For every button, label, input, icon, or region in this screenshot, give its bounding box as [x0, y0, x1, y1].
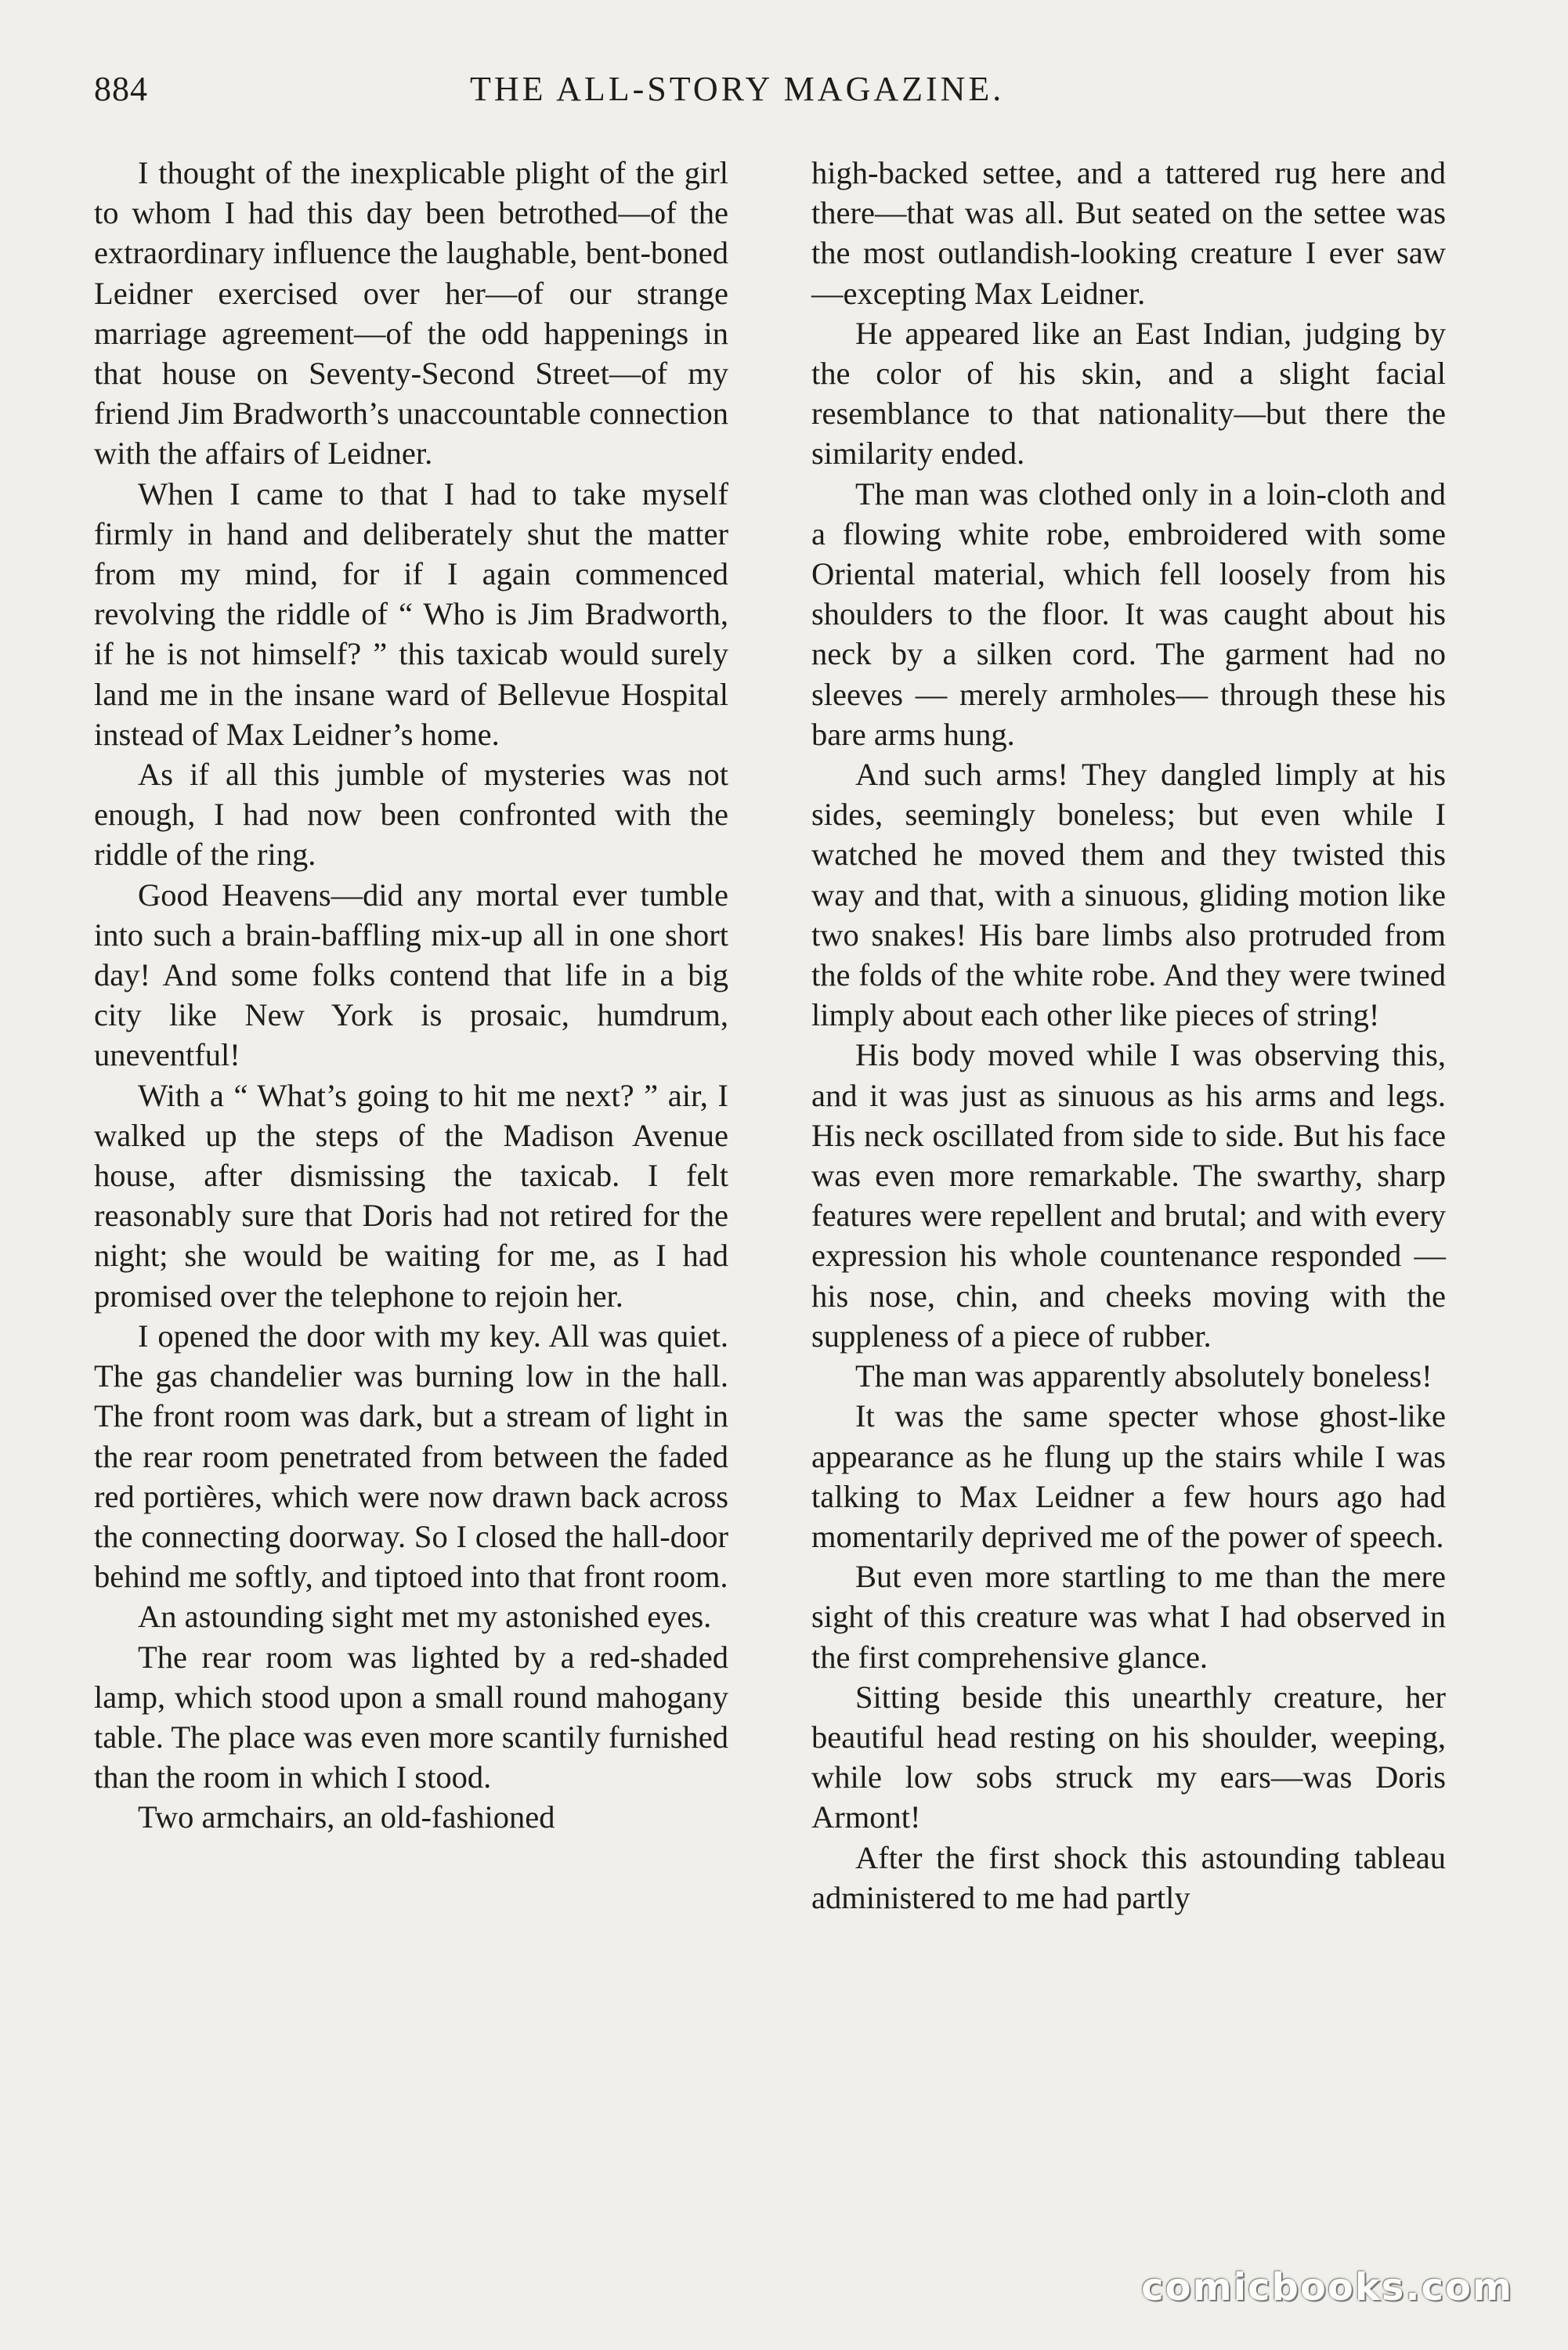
paragraph: As if all this jumble of mysteries was not enough, I had now been confronted with the riddle of the ring.	[94, 757, 728, 873]
paragraph: When I came to that I had to take myself firmly in hand and deliberately shut the matter from my mind, for if I again commenced revolving the riddle of “ Who is Jim Bradworth, if he is not himself? ” this taxicab would surely land me in the insane ward of Bellevue Hospital instead of Max Leidner’s home.	[94, 475, 728, 752]
paragraph: After the first shock this astounding tableau administered to me had partly	[811, 1839, 1446, 1915]
paragraph-continued: high-backed settee, and a tattered rug here and there—that was all. But seated on the settee was the most outlandish-looking creature I ever saw—excepting Max Leidner.	[811, 155, 1446, 311]
paragraph: The rear room was lighted by a red-shaded lamp, which stood upon a small round mahogany table. The place was even more scantily furnished than the room in which I stood.	[94, 1639, 728, 1795]
paragraph: The man was clothed only in a loin-cloth and a flowing white robe, embroidered with some Oriental material, which fell loosely from his shoulders to the floor. It was caught about his neck by a silken cord. The garment had no sleeves — merely armholes— through these his bare arms hung.	[811, 475, 1446, 752]
right-column	[811, 153, 1446, 1918]
paragraph: The man was apparently absolutely boneless!	[855, 1358, 1433, 1394]
paragraph: I opened the door with my key. All was quiet. The gas chandelier was burning low in the hall. The front room was dark, but a stream of light in the rear room penetrated from between the faded red portières, which were now drawn back across the connecting doorway. So I closed the hall-door behind me softly, and tiptoed into that front room.	[94, 1318, 728, 1595]
paragraph: He appeared like an East Indian, judging by the color of his skin, and a slight facial resemblance to that nationality—but there the similarity ended.	[811, 315, 1446, 472]
paragraph: I thought of the inexplicable plight of the girl to whom I had this day been betrothed—of the extraordinary influence the laughable, bent-boned Leidner exercised over her—of our strange marriage agreement—of the odd happenings in that house on Seventy-Second Street—of my friend Jim Bradworth’s unaccountable connection with the affairs of Leidner.	[94, 155, 728, 472]
paragraph: But even more startling to me than the mere sight of this creature was what I had observed in the first comprehensive glance.	[811, 1559, 1446, 1675]
paragraph: It was the same specter whose ghost-like appearance as he flung up the stairs while I was talking to Max Leidner a few hours ago had momentarily deprived me of the power of speech.	[811, 1398, 1446, 1554]
paragraph: And such arms! They dangled limply at his sides, seemingly boneless; but even while I watched he moved them and they twisted this way and that, with a sinuous, gliding motion like two snakes! His bare limbs also protruded from the folds of the white robe. And they were twined limply about each other like pieces of string!	[811, 757, 1446, 1033]
paragraph: An astounding sight met my astonished eyes.	[138, 1599, 712, 1635]
running-title: THE ALL-STORY MAGAZINE.	[470, 70, 1005, 108]
left-column	[94, 153, 728, 1838]
paragraph: Sitting beside this unearthly creature, her beautiful head resting on his shoulder, weeping, while low sobs struck my ears—was Doris Armont!	[811, 1679, 1446, 1835]
paragraph: His body moved while I was observing this, and it was just as sinuous as his arms and legs. His neck oscillated from side to side. But his face was even more remarkable. The swarthy, sharp features were repellent and brutal; and with every expression his whole countenance responded — his nose, chin, and cheeks moving with the suppleness of a piece of rubber.	[811, 1037, 1446, 1354]
watermark: comicbooks.com	[1141, 2265, 1513, 2309]
paragraph: Good Heavens—did any mortal ever tumble into such a brain-baffling mix-up all in one short day! And some folks contend that life in a big city like New York is prosaic, humdrum, uneventful!	[94, 877, 728, 1073]
page-header	[94, 69, 1488, 132]
paragraph: With a “ What’s going to hit me next? ” air, I walked up the steps of the Madison Avenue house, after dismissing the taxicab. I felt reasonably sure that Doris had not retired for the night; she would be waiting for me, as I had promised over the telephone to rejoin her.	[94, 1077, 728, 1314]
page-number: 884	[94, 70, 148, 108]
paragraph: Two armchairs, an old-fashioned	[138, 1799, 555, 1835]
